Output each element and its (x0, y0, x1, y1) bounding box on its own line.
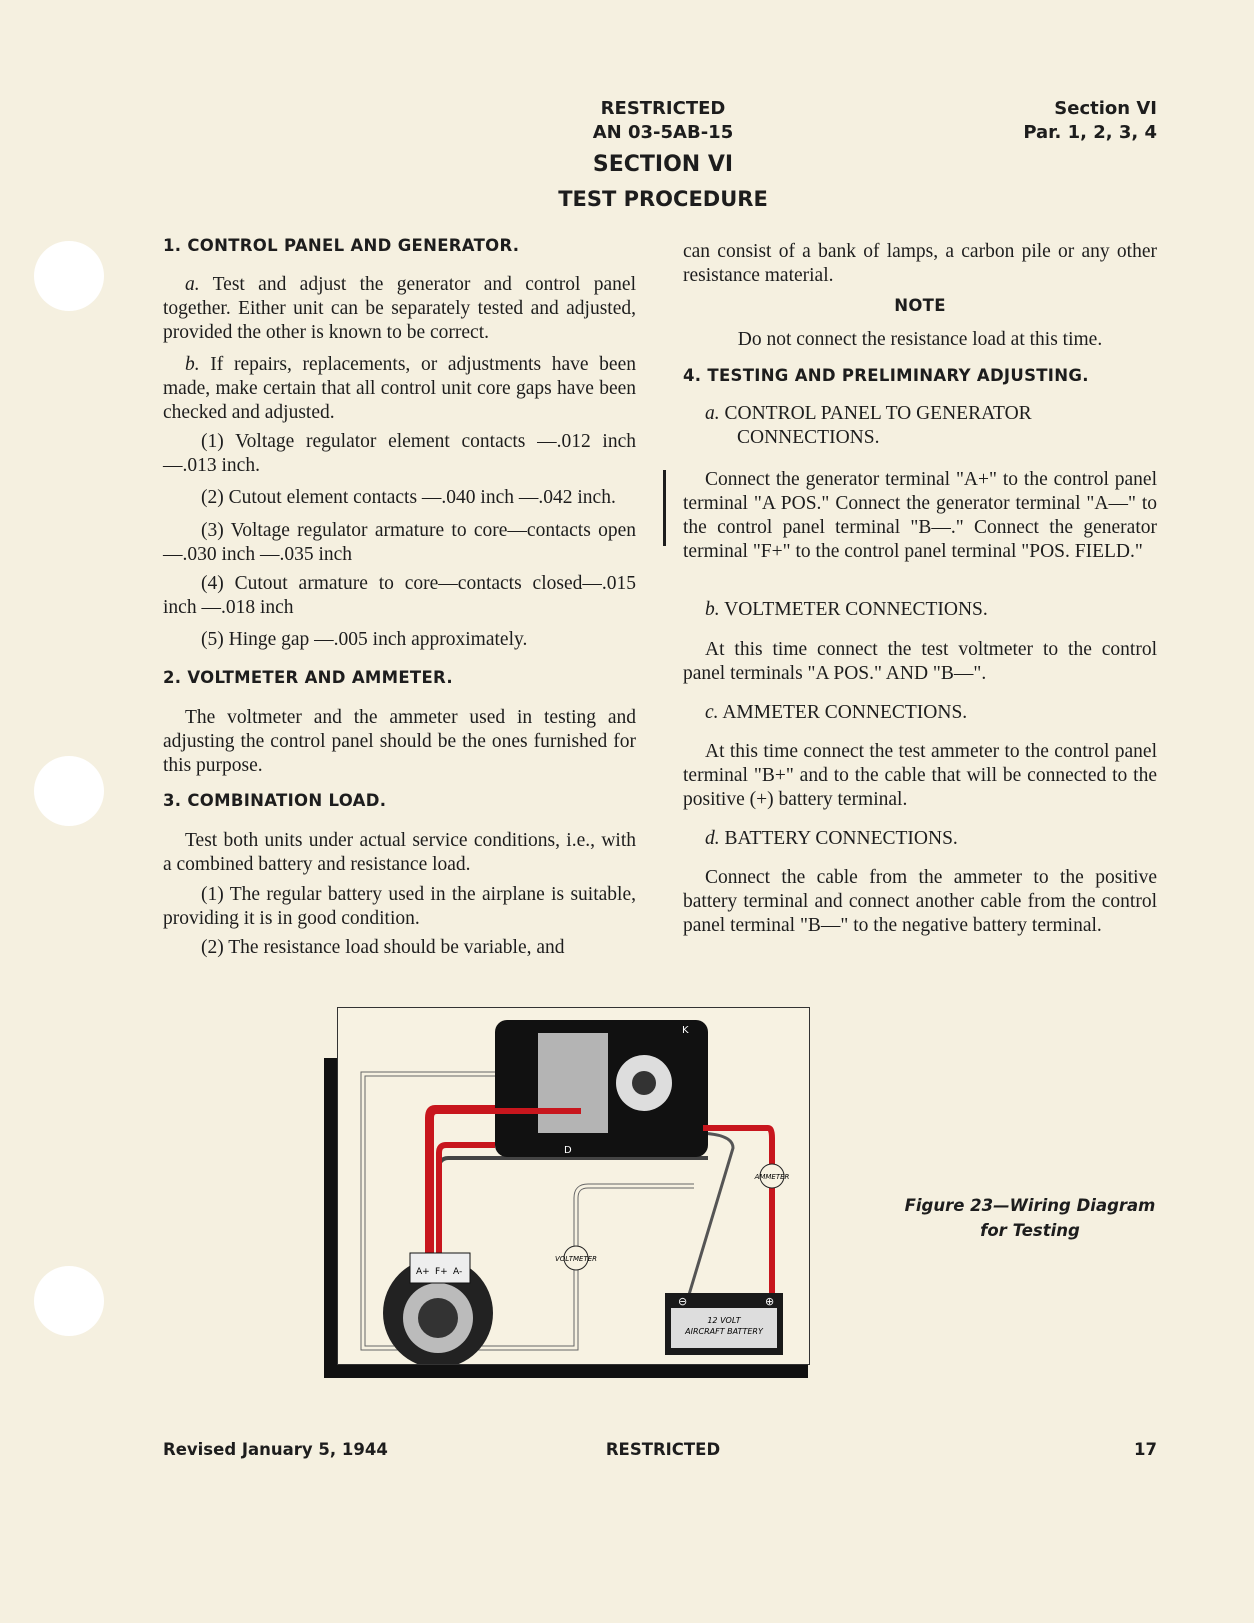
text: VOLTMETER CONNECTIONS. (719, 599, 988, 620)
gen-a-plus: A+ (416, 1267, 430, 1277)
label: b. (185, 354, 200, 375)
ammeter-label: AMMETER (754, 1173, 790, 1181)
heading-1: 1. CONTROL PANEL AND GENERATOR. (163, 236, 520, 255)
text: Test and adjust the generator and control panel together. Either unit can be separately tested and adjusted, provided the other is known to be correct. (163, 274, 636, 343)
label: b. (705, 599, 720, 620)
change-bar (663, 470, 666, 546)
gen-a-minus: A- (453, 1267, 463, 1277)
para-3-2: (2) The resistance load should be variable, and (201, 937, 565, 958)
list-item: (5) Hinge gap —.005 inch approximately. (201, 629, 528, 650)
voltmeter-label: VOLTMETER (554, 1255, 598, 1263)
para-4a: Connect the generator terminal "A+" to the control panel terminal "A POS." Connect the generator terminal "A—" to the control panel terminal "B—." Connect the generator terminal "F+" to the control panel terminal "POS. FIELD." (683, 469, 1157, 562)
para-4b: At this time connect the test voltmeter to the control panel terminals "A POS." AND "B—". (683, 639, 1157, 684)
note-text: Do not connect the resistance load at this time. (737, 329, 1103, 350)
ground-wire (438, 1158, 708, 1253)
caption-line-1: Figure 23—Wiring Diagram (904, 1196, 1156, 1215)
red-wire-f (439, 1145, 495, 1263)
section-title: SECTION VI (592, 152, 734, 177)
note-title: NOTE (894, 296, 946, 315)
list-item: (1) Voltage regulator element contacts —.012 inch —.013 inch. (163, 431, 636, 476)
header-right (1023, 97, 1157, 145)
panel-d: D (564, 1145, 572, 1156)
text: AMMETER CONNECTIONS. (718, 702, 968, 723)
page-number: 17 (1134, 1440, 1157, 1459)
section-ref: Section VI (1054, 98, 1157, 119)
punch-hole (34, 1266, 104, 1336)
para-1b (163, 353, 636, 425)
subhead-4d (683, 827, 1157, 851)
para-3-cont: can consist of a bank of lamps, a carbon pile or any other resistance material. (683, 241, 1157, 286)
footer-restricted: RESTRICTED (605, 1440, 721, 1459)
para-4d: Connect the cable from the ammeter to the positive battery terminal and connect another cable from the control panel terminal "B—" to the negative battery terminal. (683, 867, 1157, 936)
list-item: (4) Cutout armature to core—contacts closed—.015 inch —.018 inch (163, 573, 636, 618)
label: d. (705, 828, 720, 849)
par-ref: Par. 1, 2, 3, 4 (1023, 122, 1157, 143)
heading-4: 4. TESTING AND PRELIMINARY ADJUSTING. (683, 366, 1089, 385)
para-1a (163, 273, 636, 345)
subhead-4b (683, 598, 1157, 622)
punch-hole (34, 241, 104, 311)
text: CONTROL PANEL TO GENERATOR CONNECTIONS. (719, 403, 1032, 448)
para-3-1: (1) The regular battery used in the airplane is suitable, providing it is in good condition. (163, 884, 636, 929)
para-2: The voltmeter and the ammeter used in testing and adjusting the control panel should be the ones furnished for this purpose. (163, 707, 636, 776)
subhead-4c (683, 701, 1157, 725)
header-center (560, 97, 766, 145)
svg-text:⊖: ⊖ (678, 1295, 688, 1308)
heading-2: 2. VOLTMETER AND AMMETER. (163, 668, 453, 687)
punch-hole (34, 756, 104, 826)
svg-text:⊕: ⊕ (765, 1295, 775, 1308)
wiring-diagram-svg (338, 1008, 809, 1364)
heading-3: 3. COMBINATION LOAD. (163, 791, 387, 810)
caption-line-2: for Testing (980, 1221, 1080, 1240)
battery-label-1: 12 VOLT (707, 1316, 741, 1325)
list-item: (3) Voltage regulator armature to core—contacts open —.030 inch —.035 inch (163, 520, 636, 565)
label: a. (705, 403, 720, 424)
text: If repairs, replacements, or adjustments have been made, make certain that all control unit core gaps have been checked and adjusted. (163, 354, 636, 423)
subhead-4a (705, 402, 1157, 450)
figure-caption (895, 1193, 1165, 1243)
list-item: (2) Cutout element contacts —.040 inch —.042 inch. (201, 487, 616, 508)
text: BATTERY CONNECTIONS. (719, 828, 958, 849)
para-3: Test both units under actual service conditions, i.e., with a combined battery and resistance load. (163, 830, 636, 875)
revised-date: Revised January 5, 1944 (163, 1440, 388, 1459)
battery-label-2: AIRCRAFT BATTERY (685, 1327, 763, 1336)
label: a. (185, 274, 200, 295)
label: c. (705, 702, 719, 723)
gen-f-plus: F+ (435, 1267, 448, 1277)
section-subtitle: TEST PROCEDURE (558, 187, 768, 211)
wiring-diagram (337, 1007, 810, 1365)
panel-k: K (682, 1025, 689, 1036)
para-4c: At this time connect the test ammeter to the control panel terminal "B+" and to the cable that will be connected to the positive (+) battery terminal. (683, 741, 1157, 810)
restricted-label: RESTRICTED (600, 98, 726, 119)
doc-number: AN 03-5AB-15 (592, 122, 734, 143)
